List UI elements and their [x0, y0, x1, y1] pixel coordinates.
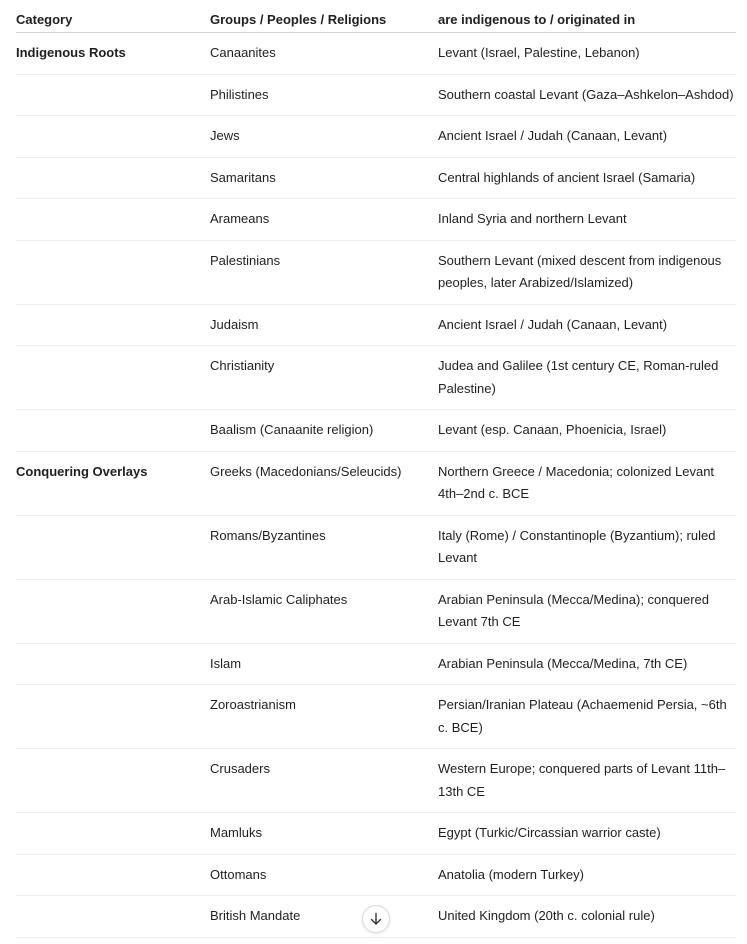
table-row	[16, 305, 736, 347]
group-cell: Philistines	[210, 86, 269, 102]
origin-cell: Judea and Galilee (1st century CE, Roman-ruled Palestine)	[438, 358, 719, 396]
group-cell: Greeks (Macedonians/Seleucids)	[210, 463, 402, 479]
origin-cell: Inland Syria and northern Levant	[438, 211, 627, 226]
origin-cell: Central highlands of ancient Israel (Samaria)	[438, 169, 696, 185]
category-cell	[16, 813, 210, 854]
origin-cell: Ancient Israel / Judah (Canaan, Levant)	[438, 128, 668, 143]
origin-cell: Italy (Rome) / Constantinople (Byzantium); ruled Levant	[438, 527, 716, 565]
category-cell	[16, 516, 210, 579]
origin-cell: Southern coastal Levant (Gaza–Ashkelon–Ashdod)	[438, 86, 734, 102]
group-cell: British Mandate	[210, 908, 301, 923]
header-category: Category	[16, 12, 73, 27]
category-cell	[16, 855, 210, 896]
table-row	[16, 199, 736, 241]
category-cell: Indigenous Roots	[16, 45, 126, 60]
table-row	[16, 158, 736, 200]
group-cell: Jews	[210, 128, 240, 143]
origin-cell: Anatolia (modern Turkey)	[438, 866, 584, 882]
group-cell: Samaritans	[210, 169, 276, 185]
category-cell	[16, 241, 210, 304]
origin-cell: Ancient Israel / Judah (Canaan, Levant)	[438, 316, 668, 332]
table-row	[16, 516, 736, 580]
origin-cell: Levant (Israel, Palestine, Lebanon)	[438, 45, 640, 60]
category-cell	[16, 75, 210, 116]
group-cell: Arab-Islamic Caliphates	[210, 591, 348, 607]
group-cell: Islam	[210, 655, 242, 671]
header-origin: are indigenous to / originated in	[438, 12, 636, 27]
category-cell	[16, 644, 210, 685]
group-cell: Romans/Byzantines	[210, 527, 326, 543]
category-cell	[16, 158, 210, 199]
table-row	[16, 749, 736, 813]
origin-cell: Egypt (Turkic/Circassian warrior caste)	[438, 825, 661, 840]
table-row	[16, 346, 736, 410]
table-row	[16, 241, 736, 305]
table-row	[16, 410, 736, 452]
origin-cell: Levant (esp. Canaan, Phoenicia, Israel)	[438, 422, 667, 437]
origin-cell: Arabian Peninsula (Mecca/Medina); conquered Levant 7th CE	[438, 591, 709, 629]
group-cell: Ottomans	[210, 866, 267, 882]
origin-cell: Southern Levant (mixed descent from indigenous peoples, later Arabized/Islamized)	[438, 252, 722, 290]
group-cell: Mamluks	[210, 825, 263, 840]
origin-cell: Northern Greece / Macedonia; colonized Levant 4th–2nd c. BCE	[438, 463, 715, 501]
scroll-to-bottom-button[interactable]	[362, 905, 390, 933]
category-cell	[16, 580, 210, 643]
table-header-row	[16, 0, 736, 33]
group-cell: Arameans	[210, 211, 270, 226]
group-cell: Christianity	[210, 358, 275, 373]
group-cell: Crusaders	[210, 761, 270, 776]
group-cell: Palestinians	[210, 252, 281, 268]
table-row	[16, 116, 736, 158]
category-cell	[16, 305, 210, 346]
origin-cell: Arabian Peninsula (Mecca/Medina, 7th CE)	[438, 655, 688, 671]
group-cell: Judaism	[210, 316, 259, 332]
table-row	[16, 75, 736, 117]
category-cell: Conquering Overlays	[16, 463, 148, 479]
category-cell	[16, 749, 210, 812]
group-cell: Zoroastrianism	[210, 697, 296, 712]
group-cell: Baalism (Canaanite religion)	[210, 422, 374, 437]
category-cell	[16, 896, 210, 937]
origin-cell: United Kingdom (20th c. colonial rule)	[438, 908, 655, 923]
table-row	[16, 580, 736, 644]
group-cell: Canaanites	[210, 45, 276, 60]
category-cell	[16, 199, 210, 240]
arrow-down-icon	[369, 912, 383, 926]
category-cell	[16, 685, 210, 748]
category-cell	[16, 116, 210, 157]
header-groups: Groups / Peoples / Religions	[210, 12, 387, 27]
category-cell	[16, 346, 210, 409]
category-cell	[16, 410, 210, 451]
table-row	[16, 855, 736, 897]
table-row	[16, 813, 736, 855]
origins-table	[16, 0, 736, 938]
table-row	[16, 33, 736, 75]
table-row	[16, 644, 736, 686]
table-row	[16, 685, 736, 749]
origin-cell: Western Europe; conquered parts of Levant 11th–13th CE	[438, 761, 726, 799]
origin-cell: Persian/Iranian Plateau (Achaemenid Persia, ~6th c. BCE)	[438, 697, 727, 735]
table-row	[16, 452, 736, 516]
